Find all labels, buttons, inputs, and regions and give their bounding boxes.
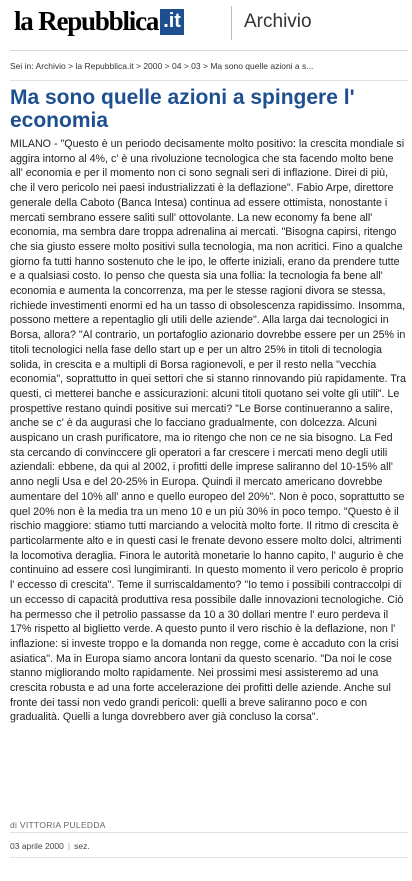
article-byline: di VITTORIA PULEDDA (10, 820, 106, 830)
breadcrumb-separator: > (183, 61, 189, 71)
logo-main-text: la Repubblica (14, 6, 159, 36)
site-logo[interactable] (14, 6, 184, 38)
article-date: 03 aprile 2000 (10, 841, 64, 851)
article-body: MILANO - "Questo è un periodo decisamente molto positivo: la crescita mondiale si aggira intorno al 4%, c' è una rivoluzione tecnologica che sta facendo molto bene all' economia e per il momento non ci sono segnali seri di inflazione. Direi di più, che il vero pericolo nei paesi industrializzati è la deflazione". Fabio Arpe, direttore generale della Caboto (Banca Intesa) continua ad essere ottimista, nonostante i mercati sembrano essere saliti sull' ottovolante. La new economy fa bene all' economia, ma sembra dare troppa adrenalina ai mercati. "Bisogna capirsi, ritengo che sia giusto essere molto positivi sulla tecnologia, ma non acritici. Fino a qualche giorno fa tutti hanno sostenuto che le ipo, le offerte iniziali, erano da prendere tutte e a qualsiasi costo. Io penso che questa sia una follia: la tecnologia fa bene all' economia e aumenta la concorrenza, ma per le stesse ragioni divora se stessa, richiede investimenti enormi ed ha un tasso di obsolescenza rapidissimo. Insomma, possono mettere a repentaglio gli utili delle aziende". Alla larga dai tecnologici in Borsa, allora? "Al contrario, un portafoglio azionario dovrebbe essere per un 25% in titoli tecnologici nella fase dello start up e per un altro 25% in titoli di tecnologia solida, in crescita e a multipli di Borsa ragionevoli, e per il resto nella "vecchia economia", soprattutto in quei settori che si stanno rinnovando più rapidamente. Tra questi, ci metterei banche e assicurazioni: alcuni titoli quotano sei volte gli utili". Le prospettive restano quindi positive sui mercati? "Le Borse continueranno a salire, anche se c' è da augurasi che lo facciano gradualmente, con dolcezza. Alcuni auspicano un crash purificatore, ma io ritengo che non ce ne sia bisogno. La Fed sta cercando di convinccere gli operatori a far crescere i mercati meno degli utili aziendali: ebbene, da qui al 2002, i profitti delle imprese saliranno del 10-15% all' anno negli Usa e del 20-25% in Europa. Quindi il mercato americano dovrebbe aumentare del 10% all' anno e quello europeo del 20%". Non è poco, soprattutto se quel 20% non è la media tra un meno 10 e un più 30% in poco tempo. "Questo è il rischio maggiore: stiamo tutti marciando a velocità molto forte. Il ritmo di crescita è particolarmente alto e in questi casi le frenate devono essere molto dolci, altrimenti la locomotiva deraglia. Finora le autorità monetarie lo hanno capito, l' augurio è che continuino ad essere così lungimiranti. In questo momento il vero pericolo è proprio l' eccesso di crescita". Teme il surriscaldamento? "Io temo i possibili contraccolpi di un eccesso di capacità produttiva resa possibile dalle innovazioni tecnologiche. Ciò ha permesso che il petrolio passasse da 10 a 30 dollari mentre l' euro perdeva il 17% rispetto al biglietto verde. A questo punto il vero rischio è la deflazione, non l' inflazione: si investe troppo e la domanda non regge, come è accaduto con la crisi asiatica". Ma in Europa siamo ancora lontani da questo scenario. "Da noi le cose stanno migliorando molto rapidamente. Nei prossimi mesi assisteremo ad una crescita robusta e ad una forte accelerazione dei profitti delle aziende. Anche sul fronte dei tassi non vedo grandi pericoli: quelli a breve saliranno poco e con gradualità. Quelli a lunga dovrebbero aver già concluso la corsa". (10, 138, 406, 724)
breadcrumb-item-day[interactable]: 03 (191, 61, 201, 71)
breadcrumb-item-month[interactable]: 04 (171, 61, 182, 71)
header-rule (10, 50, 408, 51)
article-title: Ma sono quelle azioni a spingere l' economia (10, 86, 355, 132)
breadcrumb-item-current: Ma sono quelle azioni a s... (210, 61, 314, 71)
breadcrumb-rule (10, 80, 408, 81)
breadcrumb-separator: > (135, 61, 141, 71)
section-title[interactable]: Archivio (244, 11, 312, 32)
footer-rule-top (10, 832, 408, 833)
site-header (0, 0, 412, 48)
breadcrumb-separator: > (68, 61, 74, 71)
breadcrumb-item-repubblica[interactable]: la Repubblica.it (75, 61, 134, 71)
article-footer (10, 841, 90, 851)
breadcrumb-separator: > (203, 61, 208, 71)
logo-suffix-badge: .it (160, 9, 184, 35)
footer-separator: | (67, 841, 71, 851)
footer-rule-bottom (10, 857, 408, 858)
article-section[interactable]: sez. (74, 841, 90, 851)
breadcrumb-item-archivio[interactable]: Archivio (35, 61, 66, 71)
breadcrumb (10, 61, 313, 71)
breadcrumb-prefix: Sei in: (10, 61, 34, 71)
breadcrumb-separator: > (164, 61, 170, 71)
breadcrumb-item-year[interactable]: 2000 (143, 61, 163, 71)
header-divider (231, 6, 232, 40)
